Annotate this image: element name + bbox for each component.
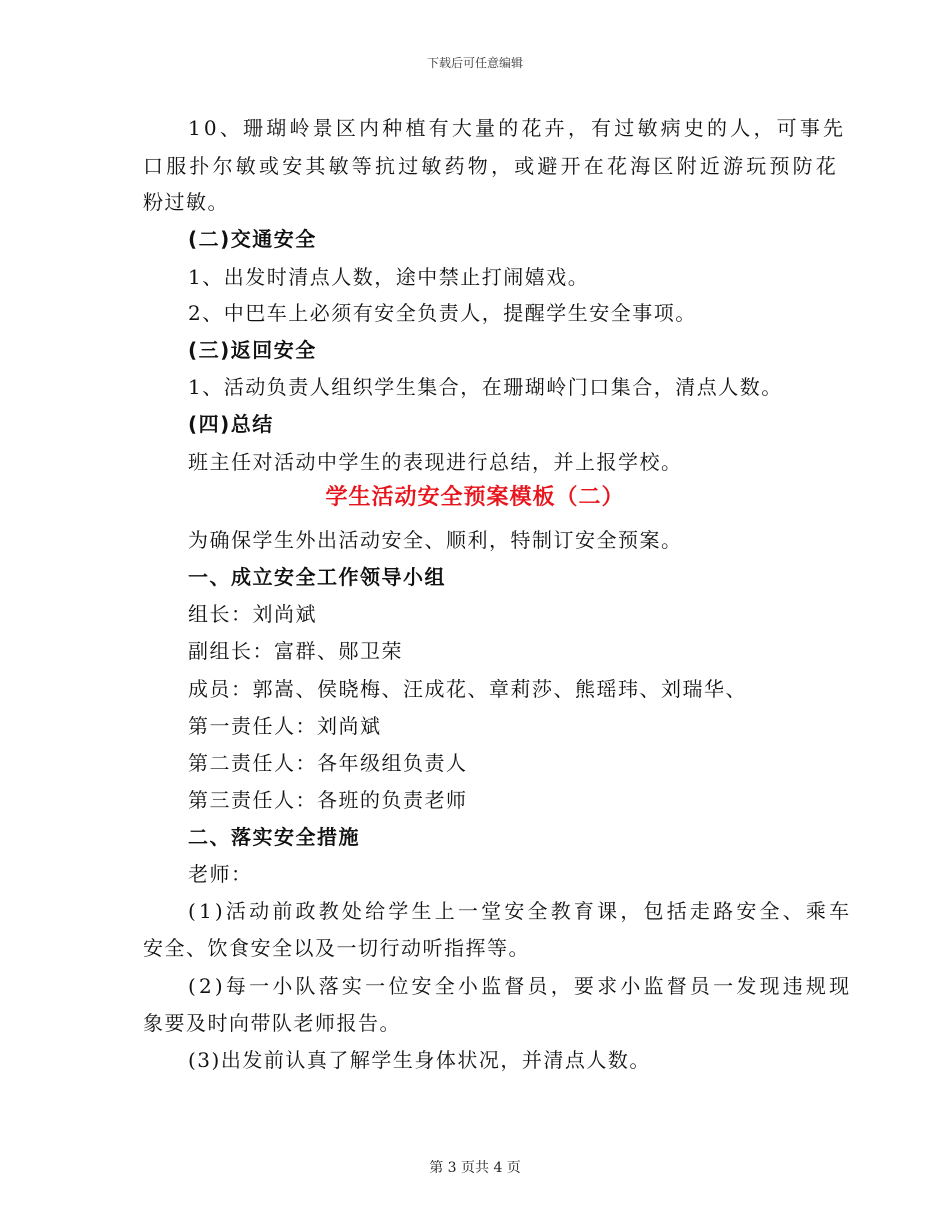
paragraph-line: (3)出发前认真了解学生身体状况，并清点人数。 bbox=[188, 1048, 651, 1072]
section-heading: 二、落实安全措施 bbox=[188, 825, 360, 849]
paragraph-line: 安全、饮食安全以及一切行动听指挥等。 bbox=[143, 936, 530, 960]
paragraph-line: 第二责任人：各年级组负责人 bbox=[188, 751, 468, 775]
section-heading: (四)总结 bbox=[188, 412, 274, 436]
paragraph-line: 1、活动负责人组织学生集合，在珊瑚岭门口集合，清点人数。 bbox=[188, 375, 783, 399]
paragraph-line: 10、珊瑚岭景区内种植有大量的花卉，有过敏病史的人，可事先 bbox=[188, 116, 847, 140]
paragraph-line: 2、中巴车上必须有安全负责人，提醒学生安全事项。 bbox=[188, 301, 697, 325]
section-heading: (三)返回安全 bbox=[188, 338, 317, 362]
paragraph-line: 组长：刘尚斌 bbox=[188, 602, 317, 626]
document-title: 学生活动安全预案模板（二） bbox=[325, 485, 625, 510]
paragraph-line: 老师： bbox=[188, 862, 253, 886]
paragraph-line: 为确保学生外出活动安全、顺利，特制订安全预案。 bbox=[188, 528, 683, 552]
paragraph-line: 口服扑尔敏或安其敏等抗过敏药物，或避开在花海区附近游玩预防花 bbox=[143, 154, 839, 178]
section-heading: (二)交通安全 bbox=[188, 227, 317, 251]
paragraph-line: 粉过敏。 bbox=[143, 190, 229, 214]
paragraph-line: 1、出发时清点人数，途中禁止打闹嬉戏。 bbox=[188, 265, 590, 289]
paragraph-line: 象要及时向带队老师报告。 bbox=[143, 1011, 401, 1035]
paragraph-line: 第一责任人：刘尚斌 bbox=[188, 714, 382, 738]
paragraph-line: 成员：郭嵩、侯晓梅、汪成花、章莉莎、熊瑶玮、刘瑞华、 bbox=[188, 677, 747, 701]
paragraph-line: (2)每一小队落实一位安全小监督员，要求小监督员一发现违规现 bbox=[188, 974, 853, 998]
page-footer: 第 3 页共 4 页 bbox=[429, 1160, 521, 1176]
paragraph-line: 第三责任人：各班的负责老师 bbox=[188, 788, 468, 812]
page-header: 下载后可任意编辑 bbox=[426, 56, 523, 70]
paragraph-line: 班主任对活动中学生的表现进行总结，并上报学校。 bbox=[188, 450, 683, 474]
section-heading: 一、成立安全工作领导小组 bbox=[188, 565, 446, 589]
paragraph-line: (1)活动前政教处给学生上一堂安全教育课，包括走路安全、乘车 bbox=[188, 899, 853, 923]
paragraph-line: 副组长：富群、郧卫荣 bbox=[188, 639, 403, 663]
